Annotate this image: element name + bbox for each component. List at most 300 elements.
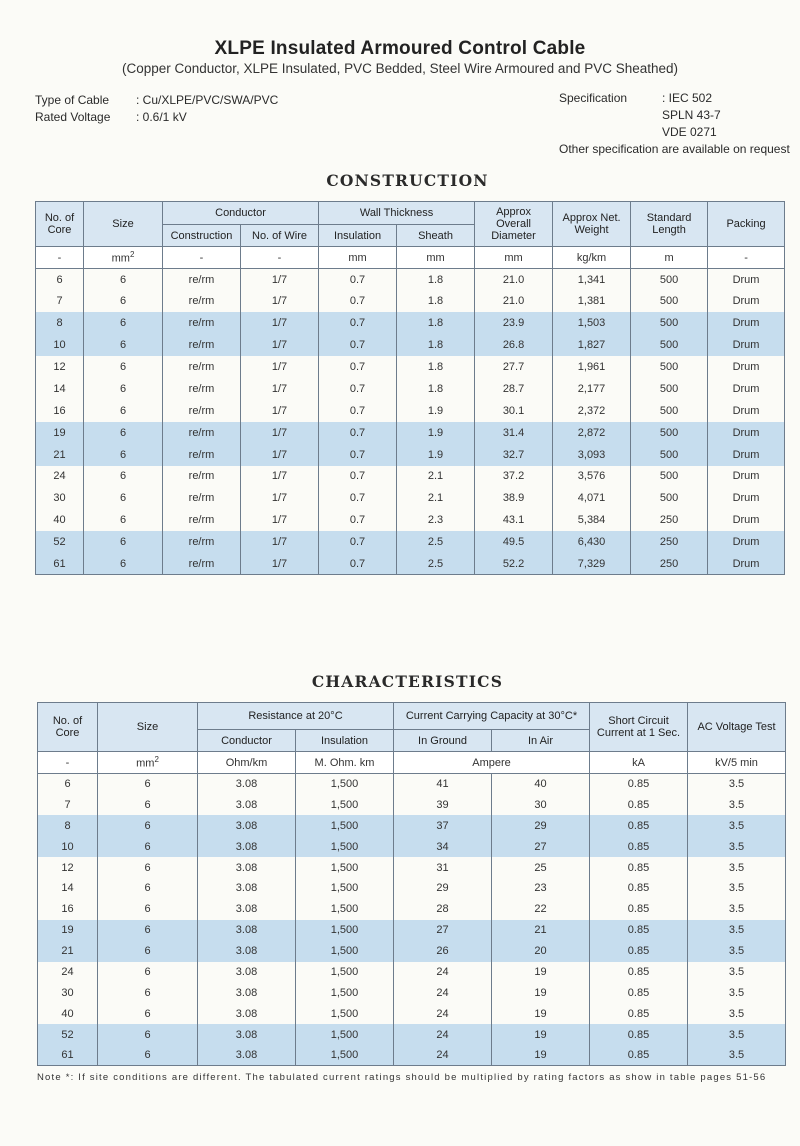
table-cell: 7: [36, 290, 84, 312]
table-cell: 3.08: [198, 920, 296, 941]
table-cell: Drum: [708, 378, 785, 400]
table-cell: 1/7: [241, 290, 319, 312]
table-cell: 3.08: [198, 774, 296, 795]
table-row: [36, 466, 785, 488]
table-cell: 1,827: [553, 334, 631, 356]
table-cell: 250: [631, 553, 708, 575]
table-cell: 24: [394, 1024, 492, 1045]
header-in-air: In Air: [492, 730, 590, 752]
table-cell: 0.85: [590, 982, 688, 1003]
table-cell: 22: [492, 899, 590, 920]
table-cell: 24: [394, 962, 492, 983]
spec-value: VDE 0271: [662, 125, 717, 139]
header-diameter: Approx Overall Diameter: [475, 202, 553, 247]
table-cell: re/rm: [163, 553, 241, 575]
table-cell: 3.5: [688, 962, 786, 983]
header-insulation: Insulation: [296, 730, 394, 752]
table-cell: 3.08: [198, 857, 296, 878]
table-cell: re/rm: [163, 444, 241, 466]
table-cell: 5,384: [553, 509, 631, 531]
table-row: [36, 356, 785, 378]
table-cell: 3.08: [198, 1003, 296, 1024]
table-cell: Drum: [708, 487, 785, 509]
table-cell: 19: [492, 1024, 590, 1045]
table-cell: 1,381: [553, 290, 631, 312]
construction-table: [35, 201, 785, 575]
table-cell: 0.85: [590, 857, 688, 878]
unit-cell: -: [38, 752, 98, 774]
header-size: Size: [84, 202, 163, 247]
table-cell: 1.8: [397, 356, 475, 378]
table-cell: 21: [36, 444, 84, 466]
unit-cell: mm: [397, 247, 475, 269]
table-cell: 7,329: [553, 553, 631, 575]
table-cell: 0.7: [319, 378, 397, 400]
table-cell: 23: [492, 878, 590, 899]
table-cell: 24: [38, 962, 98, 983]
table-cell: 1.8: [397, 312, 475, 334]
construction-title: CONSTRUCTION: [326, 171, 489, 190]
table-cell: 6: [84, 487, 163, 509]
table-cell: re/rm: [163, 531, 241, 553]
table-cell: 30: [492, 794, 590, 815]
table-cell: 6: [84, 400, 163, 422]
table-cell: 24: [394, 982, 492, 1003]
unit-cell: M. Ohm. km: [296, 752, 394, 774]
header-short-circuit: Short Circuit Current at 1 Sec.: [590, 703, 688, 752]
table-cell: 32.7: [475, 444, 553, 466]
table-cell: 30: [36, 487, 84, 509]
table-cell: 3,576: [553, 466, 631, 488]
table-cell: 1/7: [241, 378, 319, 400]
table-cell: 10: [38, 836, 98, 857]
table-cell: 19: [38, 920, 98, 941]
table-cell: 0.7: [319, 553, 397, 575]
footnote: Note *: If site conditions are different. The tabulated current ratings should be multiplied by rating factors as show in table pages 51-56: [37, 1072, 767, 1083]
table-cell: 3.08: [198, 794, 296, 815]
table-cell: 6: [98, 1045, 198, 1066]
table-cell: 0.85: [590, 941, 688, 962]
header-no-wire: No. of Wire: [241, 225, 319, 247]
table-cell: 24: [394, 1045, 492, 1066]
table-cell: 16: [36, 400, 84, 422]
table-cell: 6: [98, 815, 198, 836]
table-cell: 21.0: [475, 269, 553, 291]
table-cell: 28.7: [475, 378, 553, 400]
table-cell: 1/7: [241, 334, 319, 356]
table-cell: 3.5: [688, 1003, 786, 1024]
table-cell: 3.5: [688, 941, 786, 962]
table-cell: 500: [631, 466, 708, 488]
table-row: [38, 920, 786, 941]
table-cell: 31: [394, 857, 492, 878]
table-cell: 61: [36, 553, 84, 575]
table-cell: 3.5: [688, 878, 786, 899]
table-cell: 3.08: [198, 899, 296, 920]
table-cell: 0.85: [590, 1003, 688, 1024]
table-cell: 500: [631, 290, 708, 312]
table-cell: 3.08: [198, 1024, 296, 1045]
table-cell: re/rm: [163, 334, 241, 356]
cable-spec-left: [35, 92, 278, 126]
table-cell: 21: [492, 920, 590, 941]
table-cell: 0.7: [319, 356, 397, 378]
table-row: [38, 794, 786, 815]
spec-value: : IEC 502: [662, 91, 713, 105]
table-cell: 1/7: [241, 356, 319, 378]
table-cell: re/rm: [163, 269, 241, 291]
unit-cell: -: [241, 247, 319, 269]
table-cell: 30.1: [475, 400, 553, 422]
table-cell: 12: [38, 857, 98, 878]
table-cell: 3.08: [198, 941, 296, 962]
table-cell: 6: [84, 312, 163, 334]
table-cell: 500: [631, 312, 708, 334]
table-cell: 6: [84, 334, 163, 356]
table-cell: 0.85: [590, 794, 688, 815]
table-cell: 2.5: [397, 531, 475, 553]
table-cell: 27: [394, 920, 492, 941]
table-cell: Drum: [708, 422, 785, 444]
unit-cell: Ampere: [394, 752, 590, 774]
table-cell: 43.1: [475, 509, 553, 531]
table-cell: 1,500: [296, 1024, 394, 1045]
table-cell: 0.85: [590, 815, 688, 836]
table-row: [38, 1003, 786, 1024]
table-cell: 3.08: [198, 982, 296, 1003]
table-cell: 1,500: [296, 794, 394, 815]
table-cell: 0.7: [319, 290, 397, 312]
unit-cell: Ohm/km: [198, 752, 296, 774]
table-cell: 1.9: [397, 400, 475, 422]
table-cell: 8: [38, 815, 98, 836]
table-cell: 24: [394, 1003, 492, 1024]
header-no-core: No. of Core: [36, 202, 84, 247]
table-cell: 3.08: [198, 815, 296, 836]
table-cell: 0.7: [319, 334, 397, 356]
table-row: [36, 531, 785, 553]
unit-cell: -: [36, 247, 84, 269]
header-insulation: Insulation: [319, 225, 397, 247]
header-length: Standard Length: [631, 202, 708, 247]
table-row: [36, 269, 785, 291]
table-cell: re/rm: [163, 509, 241, 531]
table-cell: 3.5: [688, 836, 786, 857]
table-cell: 0.7: [319, 422, 397, 444]
table-cell: 6: [84, 356, 163, 378]
table-cell: 6: [98, 941, 198, 962]
table-cell: 1,500: [296, 878, 394, 899]
table-cell: 6: [84, 466, 163, 488]
characteristics-title: CHARACTERISTICS: [311, 672, 504, 691]
table-cell: 31.4: [475, 422, 553, 444]
table-cell: 3.5: [688, 794, 786, 815]
unit-cell: kg/km: [553, 247, 631, 269]
header-sheath: Sheath: [397, 225, 475, 247]
table-row: [38, 878, 786, 899]
table-row: [38, 1045, 786, 1066]
table-cell: 19: [36, 422, 84, 444]
table-cell: 6: [98, 920, 198, 941]
table-cell: 1.8: [397, 269, 475, 291]
table-cell: 500: [631, 487, 708, 509]
table-cell: 1,503: [553, 312, 631, 334]
table-row: [38, 941, 786, 962]
unit-cell: kA: [590, 752, 688, 774]
table-cell: 3.08: [198, 836, 296, 857]
header-packing: Packing: [708, 202, 785, 247]
header-resistance: Resistance at 20°C: [198, 703, 394, 730]
table-cell: 1,500: [296, 857, 394, 878]
table-cell: Drum: [708, 400, 785, 422]
table-cell: 7: [38, 794, 98, 815]
table-cell: 6: [98, 1024, 198, 1045]
table-cell: re/rm: [163, 290, 241, 312]
table-cell: re/rm: [163, 487, 241, 509]
table-row: [38, 857, 786, 878]
table-cell: 19: [492, 982, 590, 1003]
table-cell: 6: [98, 899, 198, 920]
type-value: : Cu/XLPE/PVC/SWA/PVC: [136, 93, 279, 107]
table-row: [38, 774, 786, 795]
table-cell: Drum: [708, 444, 785, 466]
table-cell: 14: [36, 378, 84, 400]
table-cell: 500: [631, 356, 708, 378]
table-cell: 6: [98, 878, 198, 899]
table-cell: re/rm: [163, 312, 241, 334]
table-cell: 1,500: [296, 899, 394, 920]
table-cell: 28: [394, 899, 492, 920]
table-cell: 52: [38, 1024, 98, 1045]
table-cell: 37.2: [475, 466, 553, 488]
table-cell: 25: [492, 857, 590, 878]
table-cell: 6: [36, 269, 84, 291]
voltage-value: : 0.6/1 kV: [136, 110, 187, 124]
table-cell: re/rm: [163, 378, 241, 400]
table-cell: 500: [631, 334, 708, 356]
table-cell: 6: [84, 269, 163, 291]
table-cell: 12: [36, 356, 84, 378]
table-cell: 1,500: [296, 1045, 394, 1066]
table-cell: 1.9: [397, 444, 475, 466]
table-cell: 6: [98, 794, 198, 815]
table-cell: re/rm: [163, 356, 241, 378]
table-cell: 0.7: [319, 531, 397, 553]
table-cell: 3.5: [688, 774, 786, 795]
unit-cell: mm: [319, 247, 397, 269]
table-cell: 3.08: [198, 962, 296, 983]
table-cell: 24: [36, 466, 84, 488]
table-cell: 3.08: [198, 1045, 296, 1066]
table-cell: Drum: [708, 290, 785, 312]
table-cell: 1/7: [241, 553, 319, 575]
table-cell: 1,341: [553, 269, 631, 291]
table-cell: 0.85: [590, 1024, 688, 1045]
characteristics-table: [37, 702, 786, 1066]
table-row: [36, 290, 785, 312]
table-cell: 16: [38, 899, 98, 920]
table-cell: 500: [631, 378, 708, 400]
table-cell: 8: [36, 312, 84, 334]
page-title: XLPE Insulated Armoured Control Cable: [214, 38, 586, 59]
table-cell: 1.8: [397, 334, 475, 356]
table-cell: 29: [492, 815, 590, 836]
table-cell: Drum: [708, 356, 785, 378]
table-cell: 500: [631, 444, 708, 466]
table-row: [38, 836, 786, 857]
table-cell: 1,961: [553, 356, 631, 378]
table-cell: 2.5: [397, 553, 475, 575]
table-cell: 19: [492, 962, 590, 983]
table-cell: 6: [98, 1003, 198, 1024]
spec-note: Other specification are available on request: [559, 142, 790, 156]
table-cell: 38.9: [475, 487, 553, 509]
header-wall-thickness: Wall Thickness: [319, 202, 475, 225]
table-cell: 39: [394, 794, 492, 815]
table-row: [38, 815, 786, 836]
table-cell: 0.7: [319, 466, 397, 488]
table-cell: 52: [36, 531, 84, 553]
table-cell: 61: [38, 1045, 98, 1066]
table-cell: 6: [84, 378, 163, 400]
table-cell: 6: [84, 509, 163, 531]
table-cell: 1/7: [241, 400, 319, 422]
table-cell: 27: [492, 836, 590, 857]
header-conductor: Conductor: [198, 730, 296, 752]
table-cell: 1,500: [296, 920, 394, 941]
table-cell: 1.8: [397, 290, 475, 312]
header-size: Size: [98, 703, 198, 752]
table-cell: 1/7: [241, 444, 319, 466]
table-cell: 6: [98, 962, 198, 983]
table-cell: 1.9: [397, 422, 475, 444]
table-row: [38, 899, 786, 920]
unit-cell: -: [163, 247, 241, 269]
table-cell: 3.5: [688, 1045, 786, 1066]
table-cell: 1/7: [241, 422, 319, 444]
table-cell: 6: [98, 836, 198, 857]
table-cell: 29: [394, 878, 492, 899]
table-cell: re/rm: [163, 400, 241, 422]
table-cell: Drum: [708, 553, 785, 575]
table-cell: 3.5: [688, 1024, 786, 1045]
table-cell: 1/7: [241, 531, 319, 553]
table-cell: 6: [84, 444, 163, 466]
table-cell: 250: [631, 531, 708, 553]
table-cell: 10: [36, 334, 84, 356]
table-cell: 3.5: [688, 815, 786, 836]
table-cell: 6: [38, 774, 98, 795]
table-row: [36, 400, 785, 422]
table-cell: 1,500: [296, 774, 394, 795]
table-row: [36, 378, 785, 400]
table-cell: 2,872: [553, 422, 631, 444]
table-cell: 1,500: [296, 836, 394, 857]
table-cell: 0.85: [590, 836, 688, 857]
table-cell: 0.85: [590, 899, 688, 920]
table-row: [36, 312, 785, 334]
type-label: Type of Cable: [35, 93, 110, 107]
table-cell: 1/7: [241, 312, 319, 334]
table-cell: 3.08: [198, 878, 296, 899]
table-cell: 4,071: [553, 487, 631, 509]
unit-cell: kV/5 min: [688, 752, 786, 774]
table-cell: re/rm: [163, 422, 241, 444]
table-row: [36, 553, 785, 575]
table-cell: Drum: [708, 312, 785, 334]
voltage-label: Rated Voltage: [35, 110, 111, 124]
table-row: [38, 982, 786, 1003]
table-cell: 0.85: [590, 774, 688, 795]
table-cell: 49.5: [475, 531, 553, 553]
table-cell: 21.0: [475, 290, 553, 312]
table-cell: 19: [492, 1045, 590, 1066]
table-cell: 0.7: [319, 444, 397, 466]
table-cell: 0.7: [319, 400, 397, 422]
table-cell: 3,093: [553, 444, 631, 466]
table-row: [36, 422, 785, 444]
unit-cell: $mm^2$: [98, 752, 198, 774]
table-cell: 0.85: [590, 962, 688, 983]
table-cell: 1,500: [296, 815, 394, 836]
table-cell: 1/7: [241, 466, 319, 488]
table-cell: 3.5: [688, 857, 786, 878]
table-cell: 500: [631, 422, 708, 444]
table-cell: 500: [631, 269, 708, 291]
table-cell: 2.1: [397, 487, 475, 509]
header-construction: Construction: [163, 225, 241, 247]
table-cell: re/rm: [163, 466, 241, 488]
table-cell: 6,430: [553, 531, 631, 553]
table-cell: 0.85: [590, 878, 688, 899]
table-cell: 30: [38, 982, 98, 1003]
table-cell: 6: [98, 857, 198, 878]
table-cell: Drum: [708, 334, 785, 356]
table-cell: 2.1: [397, 466, 475, 488]
table-cell: Drum: [708, 269, 785, 291]
table-cell: 1,500: [296, 962, 394, 983]
header-conductor: Conductor: [163, 202, 319, 225]
table-cell: 3.5: [688, 899, 786, 920]
table-cell: 21: [38, 941, 98, 962]
table-row: [36, 487, 785, 509]
table-cell: 40: [492, 774, 590, 795]
table-cell: 34: [394, 836, 492, 857]
table-cell: 6: [84, 531, 163, 553]
header-capacity: Current Carrying Capacity at 30°C*: [394, 703, 590, 730]
table-cell: 500: [631, 400, 708, 422]
page-subtitle: (Copper Conductor, XLPE Insulated, PVC Bedded, Steel Wire Armoured and PVC Sheathed): [121, 61, 679, 76]
unit-cell: mm: [475, 247, 553, 269]
table-cell: 1/7: [241, 269, 319, 291]
table-cell: 41: [394, 774, 492, 795]
header-ac-test: AC Voltage Test: [688, 703, 786, 752]
table-cell: 23.9: [475, 312, 553, 334]
table-cell: 0.7: [319, 509, 397, 531]
table-cell: 14: [38, 878, 98, 899]
table-cell: 52.2: [475, 553, 553, 575]
table-cell: 6: [98, 982, 198, 1003]
table-cell: 1.8: [397, 378, 475, 400]
table-row: [36, 509, 785, 531]
table-cell: 1,500: [296, 1003, 394, 1024]
table-cell: 27.7: [475, 356, 553, 378]
table-cell: 1/7: [241, 487, 319, 509]
spec-label: Specification: [559, 91, 628, 105]
table-cell: Drum: [708, 509, 785, 531]
table-cell: Drum: [708, 466, 785, 488]
table-cell: Drum: [708, 531, 785, 553]
